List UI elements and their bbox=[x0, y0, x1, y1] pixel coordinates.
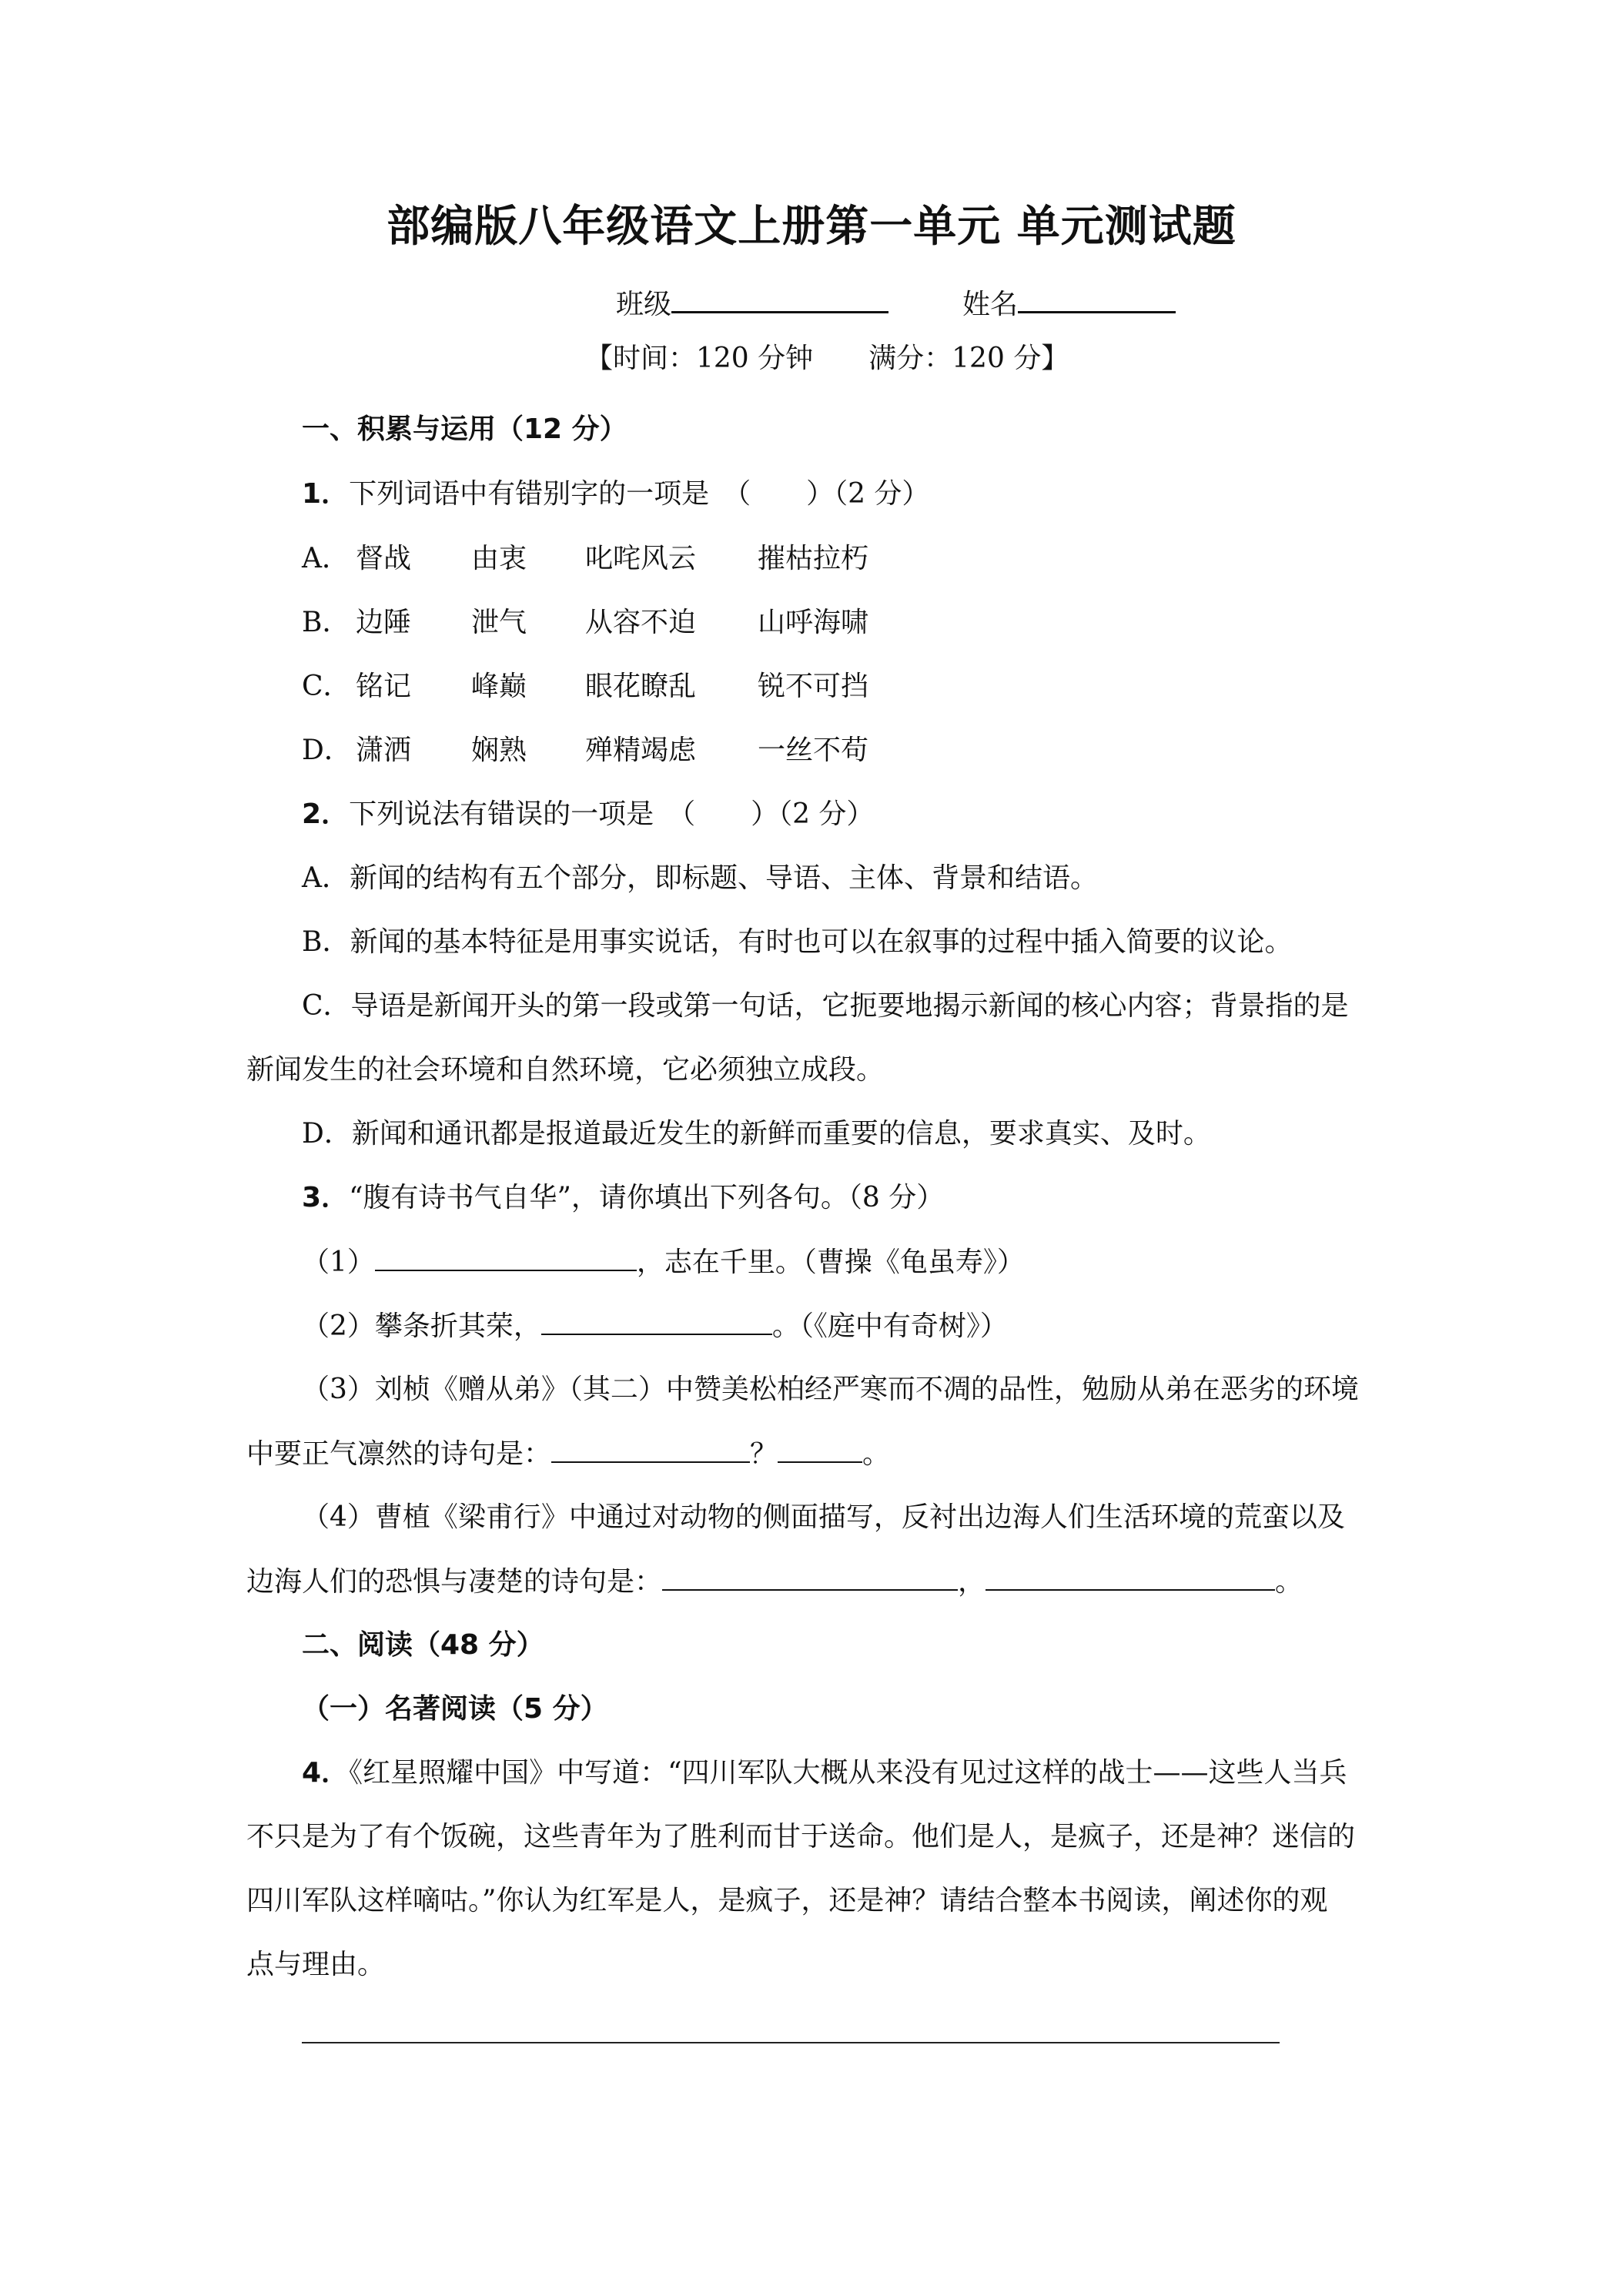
section2-heading: 二、阅读（48 分） bbox=[302, 1629, 544, 1661]
q3-stem bbox=[302, 1181, 944, 1215]
q3-item3-mid: ？ bbox=[750, 1438, 778, 1470]
option-word: 峰巅 bbox=[471, 671, 527, 702]
q2-stem-text: 下列说法有错误的一项是 （ ）（2 分） bbox=[349, 798, 875, 830]
q4-number: 4． bbox=[302, 1757, 350, 1789]
q4-line3: 四川军队这样嘀咕。”你认为红军是人，是疯子，还是神？请结合整本书阅读，阐述你的观 bbox=[246, 1885, 1328, 1916]
time-score-line: 【时间：120 分钟 满分：120 分】 bbox=[585, 343, 1069, 374]
option-word: 摧枯拉朽 bbox=[758, 543, 869, 574]
q1-stem-text: 下列词语中有错别字的一项是 （ ）（2 分） bbox=[349, 478, 930, 510]
answer-line bbox=[302, 2042, 1280, 2043]
q3-item4-end: 。 bbox=[1275, 1566, 1303, 1598]
q3-item3-line1: （3）刘桢《赠从弟》（其二）中赞美松柏经严寒而不凋的品性，勉励从弟在恶劣的环境 bbox=[302, 1374, 1359, 1405]
q1-option-a bbox=[302, 542, 868, 576]
option-word: 从容不迫 bbox=[585, 607, 697, 638]
q4-line4: 点与理由。 bbox=[246, 1949, 386, 1980]
q3-item1-suffix: ，志在千里。（曹操《龟虽寿》） bbox=[636, 1247, 1025, 1278]
option-word: 一丝不苟 bbox=[758, 735, 869, 766]
q2-option-a: A．新闻的结构有五个部分，即标题、导语、主体、背景和结语。 bbox=[302, 862, 1098, 894]
q3-item2 bbox=[302, 1309, 1008, 1344]
q3-item4-line1: （4）曹植《梁甫行》中通过对动物的侧面描写，反衬出边海人们生活环境的荒蛮以及 bbox=[302, 1501, 1345, 1533]
option-word: 娴熟 bbox=[471, 735, 527, 766]
q2-option-c-line2: 新闻发生的社会环境和自然环境，它必须独立成段。 bbox=[246, 1054, 885, 1086]
q1-option-c bbox=[302, 670, 868, 704]
q4-line1-text: 《红星照耀中国》中写道：“四川军队大概从来没有见过这样的战士——这些人当兵 bbox=[349, 1757, 1347, 1789]
q3-item1-prefix: （1） bbox=[302, 1247, 375, 1278]
class-label: 班级 bbox=[616, 289, 672, 320]
q2-option-c-line1: C．导语是新闻开头的第一段或第一句话，它扼要地揭示新闻的核心内容；背景指的是 bbox=[302, 990, 1349, 1022]
q1-option-b bbox=[302, 606, 868, 640]
q4-line2: 不只是为了有个饭碗，这些青年为了胜利而甘于送命。他们是人，是疯子，还是神？迷信的 bbox=[246, 1821, 1356, 1853]
q3-item1 bbox=[302, 1245, 1025, 1280]
q3-item4-blank2 bbox=[986, 1565, 1275, 1591]
option-word: 铭记 bbox=[356, 671, 412, 702]
name-field bbox=[962, 286, 1176, 322]
q3-item4-line2 bbox=[246, 1565, 1303, 1599]
class-field bbox=[616, 286, 888, 322]
option-word: 叱咤风云 bbox=[585, 543, 697, 574]
q3-item2-blank bbox=[541, 1309, 772, 1335]
option-word: 潇洒 bbox=[356, 735, 412, 766]
q3-item3-blank1 bbox=[551, 1437, 750, 1463]
option-letter: C． bbox=[302, 671, 351, 702]
class-blank bbox=[671, 286, 888, 313]
q3-item3-prefix: 中要正气凛然的诗句是： bbox=[246, 1438, 552, 1470]
q2-option-b: B．新闻的基本特征是用事实说话，有时也可以在叙事的过程中插入简要的议论。 bbox=[302, 926, 1293, 958]
q3-number: 3． bbox=[302, 1182, 350, 1213]
page-title: 部编版八年级语文上册第一单元 单元测试题 bbox=[387, 202, 1236, 252]
section2-subheading: （一）名著阅读（5 分） bbox=[302, 1693, 608, 1725]
q3-item3-line2 bbox=[246, 1437, 890, 1471]
option-word: 锐不可挡 bbox=[758, 671, 869, 702]
q2-stem bbox=[302, 798, 874, 832]
name-blank bbox=[1018, 286, 1176, 313]
option-word: 边陲 bbox=[356, 607, 412, 638]
q3-item4-mid: ， bbox=[958, 1566, 986, 1598]
option-letter: A． bbox=[302, 543, 350, 574]
option-word: 眼花瞭乱 bbox=[585, 671, 697, 702]
q3-item4-blank1 bbox=[662, 1565, 958, 1591]
section1-heading: 一、积累与运用（12 分） bbox=[302, 413, 627, 445]
q3-item2-prefix: （2）攀条折其荣， bbox=[302, 1310, 541, 1342]
option-letter: B． bbox=[302, 607, 350, 638]
q2-number: 2． bbox=[302, 798, 350, 830]
q3-item3-blank2 bbox=[778, 1437, 862, 1463]
q3-item2-suffix: 。（《庭中有奇树》） bbox=[771, 1310, 1008, 1342]
q1-option-d bbox=[302, 734, 868, 768]
option-letter: D． bbox=[302, 735, 352, 766]
q3-item1-blank bbox=[375, 1245, 637, 1271]
q1-number: 1． bbox=[302, 478, 350, 510]
option-word: 殚精竭虑 bbox=[585, 735, 697, 766]
q4-line1 bbox=[302, 1756, 1347, 1790]
option-word: 由衷 bbox=[471, 543, 527, 574]
q3-item3-end: 。 bbox=[862, 1438, 891, 1470]
q3-item4-prefix: 边海人们的恐惧与凄楚的诗句是： bbox=[246, 1566, 663, 1598]
name-label: 姓名 bbox=[962, 289, 1019, 320]
option-word: 督战 bbox=[356, 543, 412, 574]
q2-option-d: D．新闻和通讯都是报道最近发生的新鲜而重要的信息，要求真实、及时。 bbox=[302, 1118, 1211, 1150]
option-word: 山呼海啸 bbox=[758, 607, 869, 638]
q3-stem-text: “腹有诗书气自华”，请你填出下列各句。（8 分） bbox=[349, 1182, 945, 1213]
option-word: 泄气 bbox=[471, 607, 527, 638]
q1-stem bbox=[302, 477, 929, 511]
